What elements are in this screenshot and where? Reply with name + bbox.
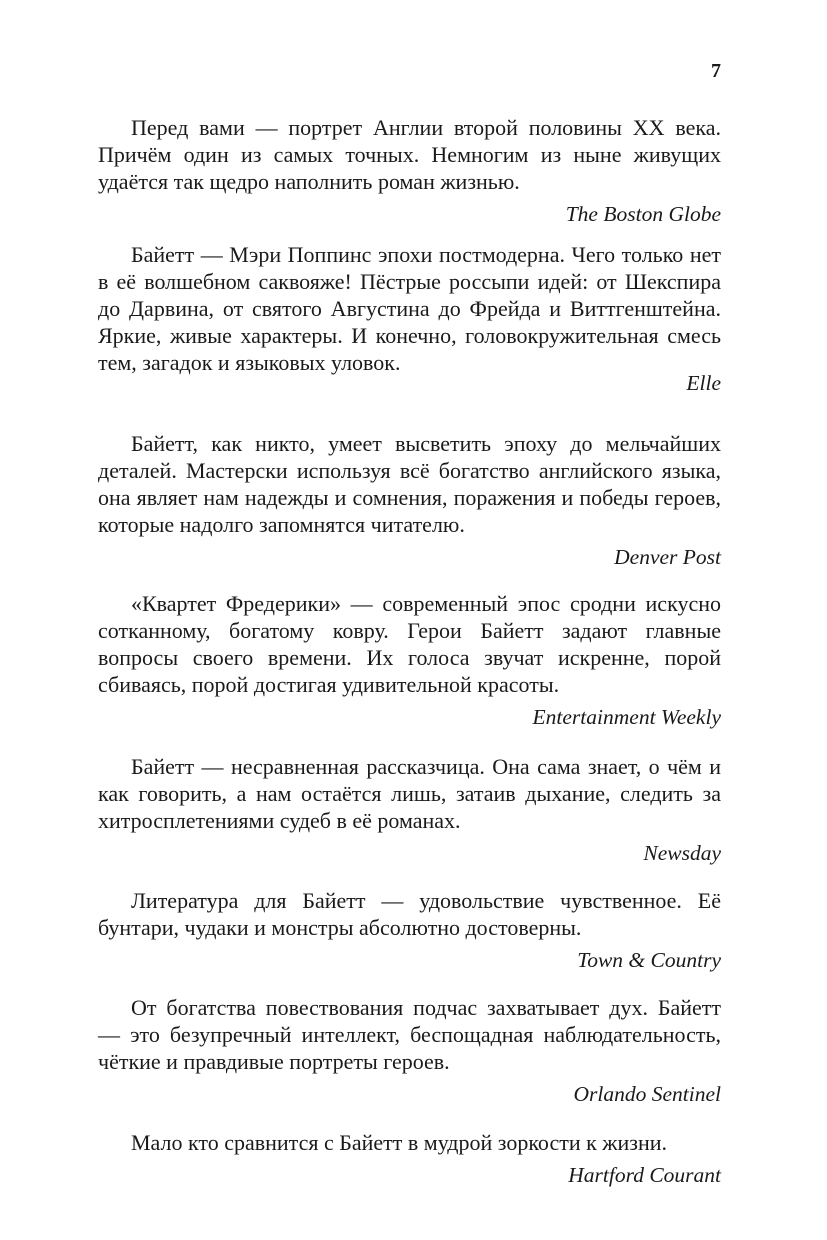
- review-item: [98, 887, 721, 974]
- review-source: Orlando Sentinel: [573, 1082, 721, 1106]
- review-quote: Байетт — несравненная рассказчица. Она сама знает, о чём и как говорить, а нам остаётся лишь, затаив дыхание, следить за хитросплетениями судеб в её романах.: [98, 754, 721, 833]
- review-source: The Boston Globe: [565, 202, 721, 226]
- review-quote: Байетт — Мэри Поппинс эпохи постмодерна. Чего только нет в её волшебном саквояже! Пёстрые россыпи идей: от Шекспира до Дарвина, от святого Августина до Фрейда и Виттгенштейна. Яркие, живые характеры. И конечно, головокружительная смесь тем, загадок и языковых уловок.: [98, 242, 721, 375]
- review-item: [98, 753, 721, 867]
- review-source: Hartford Courant: [568, 1163, 721, 1187]
- review-quote: Литература для Байетт — удовольствие чувственное. Её бунтари, чудаки и монстры абсолютно достоверны.: [98, 888, 721, 940]
- review-item: [98, 590, 721, 731]
- review-source: Newsday: [643, 841, 721, 865]
- page-number: 7: [711, 60, 721, 82]
- review-item: [98, 430, 721, 571]
- review-source: Elle: [686, 371, 721, 395]
- review-item: [98, 114, 721, 228]
- review-source: Town & Country: [577, 948, 721, 972]
- review-source: Entertainment Weekly: [532, 705, 721, 729]
- review-item: [98, 994, 721, 1108]
- review-quote: От богатства повествования подчас захватывает дух. Байетт — это безупречный интеллект, беспощадная наблюдательность, чёткие и правдивые портреты героев.: [98, 995, 721, 1074]
- review-quote: Байетт, как никто, умеет высветить эпоху до мельчайших деталей. Мастерски используя всё богатство английского языка, она являет нам надежды и сомнения, поражения и победы героев, которые надолго запомнятся читателю.: [98, 431, 721, 537]
- reviews-list: [98, 114, 721, 1189]
- review-quote: Перед вами — портрет Англии второй половины XX века. Причём один из самых точных. Немногим из ныне живущих удаётся так щедро наполнить роман жизнью.: [98, 115, 721, 194]
- review-item: [98, 241, 721, 397]
- review-item: [98, 1129, 721, 1189]
- review-quote: Мало кто сравнится с Байетт в мудрой зоркости к жизни.: [131, 1130, 668, 1155]
- review-source: Denver Post: [614, 545, 721, 569]
- review-quote: «Квартет Фредерики» — современный эпос сродни искусно сотканному, богатому ковру. Герои Байетт задают главные вопросы своего времени. Их голоса звучат искренне, порой сбиваясь, порой достигая удивительной красоты.: [98, 591, 721, 697]
